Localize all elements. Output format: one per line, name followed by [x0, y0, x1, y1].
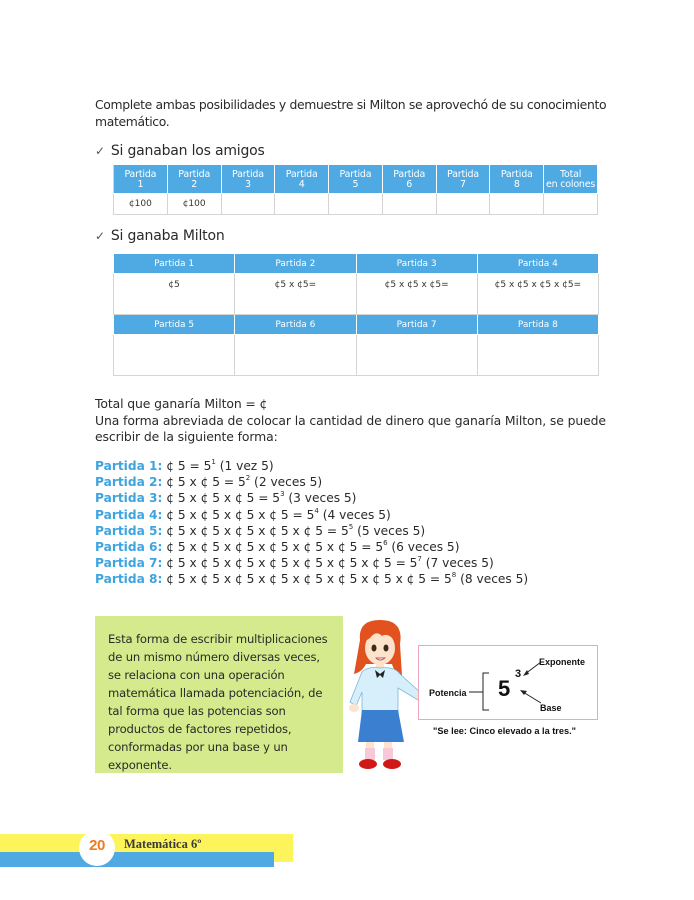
- value-cell[interactable]: ¢5 x ¢5 x ¢5 x ¢5=: [477, 274, 598, 315]
- header-cell: Partida 7: [356, 315, 477, 335]
- base-arrow: [523, 692, 541, 703]
- partida-row: Partida 6: ¢ 5 x ¢ 5 x ¢ 5 x ¢ 5 x ¢ 5 x ¢ $5 = 5^6$ (6 veces 5): [95, 539, 460, 555]
- value-cell[interactable]: [490, 194, 544, 215]
- milton-table-value-row: [114, 274, 599, 315]
- girl-illustration: [348, 618, 428, 778]
- footer-blue-band: [0, 852, 274, 867]
- partida-row: Partida 5: ¢ 5 x ¢ 5 x ¢ 5 x ¢ 5 x ¢ $5 = 5^5$ (5 veces 5): [95, 522, 426, 538]
- section-title-friends: [95, 143, 265, 159]
- abbreviation-paragraph: Una forma abreviada de colocar la cantidad de dinero que ganaría Milton, se puede escribir de la siguiente forma:: [95, 412, 606, 444]
- check-mark-icon: ✓: [95, 229, 105, 243]
- partida-row: Partida 1: ¢ $5 = 5^1$ (1 vez 5): [95, 458, 274, 473]
- header-cell: Partida 2: [235, 254, 356, 274]
- header-cell: Partida 6: [382, 165, 436, 194]
- girl-skirt: [358, 710, 404, 742]
- base-label: Base: [540, 703, 562, 713]
- info-box: Esta forma de escribir multiplicaciones de un mismo número diversas veces, se relaciona con una operación matemática llamada potenciación, de tal forma que las potencias son productos de factores repetidos, conformadas por una base y un exponente.: [95, 616, 343, 773]
- section-title-text: Si ganaba Milton: [110, 228, 225, 244]
- header-cell: Partida 7: [436, 165, 490, 194]
- friends-table-header-row: [114, 165, 598, 194]
- value-cell[interactable]: ¢100: [114, 194, 168, 215]
- partida-row: Partida 8: ¢ 5 x ¢ 5 x ¢ 5 x ¢ 5 x ¢ 5 x ¢ 5 x ¢ 5 x ¢ $5 = 5^8$ (8 veces 5): [95, 571, 529, 587]
- girl-sock: [383, 748, 393, 760]
- header-cell: Partida 3: [356, 254, 477, 274]
- value-cell[interactable]: ¢100: [167, 194, 221, 215]
- potencia-label: Potencia: [429, 688, 467, 698]
- girl-shoe: [383, 759, 401, 769]
- partidas-list: [95, 458, 528, 588]
- value-cell[interactable]: [436, 194, 490, 215]
- bracket-icon: [479, 673, 489, 710]
- header-cell: Partida 1: [114, 165, 168, 194]
- value-cell[interactable]: [235, 335, 356, 376]
- value-cell[interactable]: ¢5 x ¢5=: [235, 274, 356, 315]
- total-milton-line: Total que ganaría Milton = ¢: [95, 396, 268, 411]
- value-cell[interactable]: [477, 335, 598, 376]
- value-cell[interactable]: [382, 194, 436, 215]
- exponent-label: Exponente: [539, 657, 586, 667]
- milton-table-value-row: [114, 335, 599, 376]
- girl-shoe: [359, 759, 377, 769]
- partida-row: Partida 2: ¢ 5 x ¢ $5 = 5^2$ (2 veces 5): [95, 474, 323, 490]
- header-cell: Partida 4: [275, 165, 329, 194]
- milton-table: [113, 253, 599, 376]
- value-cell[interactable]: ¢5 x ¢5 x ¢5=: [356, 274, 477, 315]
- milton-table-header-row: [114, 254, 599, 274]
- header-cell: Partida 1: [114, 254, 235, 274]
- partida-row: Partida 7: ¢ 5 x ¢ 5 x ¢ 5 x ¢ 5 x ¢ 5 x ¢ 5 x ¢ $5 = 5^7$ (7 veces 5): [95, 555, 494, 571]
- book-title: Matemática 6º: [124, 837, 202, 851]
- header-cell: Partida 5: [329, 165, 383, 194]
- header-cell: Partida 4: [477, 254, 598, 274]
- value-cell[interactable]: ¢5: [114, 274, 235, 315]
- check-mark-icon: ✓: [95, 144, 105, 158]
- friends-table-value-row: [114, 194, 598, 215]
- base-number: 5: [498, 676, 511, 701]
- section-title-milton: [95, 228, 225, 244]
- value-cell[interactable]: [221, 194, 275, 215]
- diagram-caption: "Se lee: Cinco elevado a la tres.": [433, 726, 577, 736]
- girl-eye: [372, 645, 377, 652]
- header-cell-total: Total en colones: [544, 165, 598, 194]
- section-title-text: Si ganaban los amigos: [110, 143, 265, 159]
- header-cell: Partida 6: [235, 315, 356, 335]
- girl-sock: [365, 748, 375, 760]
- header-cell: Partida 2: [167, 165, 221, 194]
- exponent-number: 3: [515, 668, 522, 680]
- partida-row: Partida 3: ¢ 5 x ¢ 5 x ¢ $5 = 5^3$ (3 veces 5): [95, 490, 357, 506]
- header-cell: Partida 3: [221, 165, 275, 194]
- girl-shirt: [350, 668, 422, 715]
- power-diagram: [418, 645, 598, 720]
- girl-eye: [384, 645, 389, 652]
- page-number: 20: [79, 830, 115, 866]
- value-cell[interactable]: [114, 335, 235, 376]
- value-cell[interactable]: [356, 335, 477, 376]
- friends-table: [113, 164, 598, 215]
- milton-table-header-row: [114, 315, 599, 335]
- value-cell[interactable]: [275, 194, 329, 215]
- partida-row: Partida 4: ¢ 5 x ¢ 5 x ¢ 5 x ¢ $5 = 5^4$ (4 veces 5): [95, 506, 391, 522]
- explanation-text: [95, 396, 615, 446]
- instructions-text: Complete ambas posibilidades y demuestre si Milton se aprovechó de su conocimiento matemático.: [95, 97, 607, 129]
- value-cell[interactable]: [329, 194, 383, 215]
- total-cell[interactable]: [544, 194, 598, 215]
- header-cell: Partida 8: [490, 165, 544, 194]
- header-cell: Partida 5: [114, 315, 235, 335]
- header-cell: Partida 8: [477, 315, 598, 335]
